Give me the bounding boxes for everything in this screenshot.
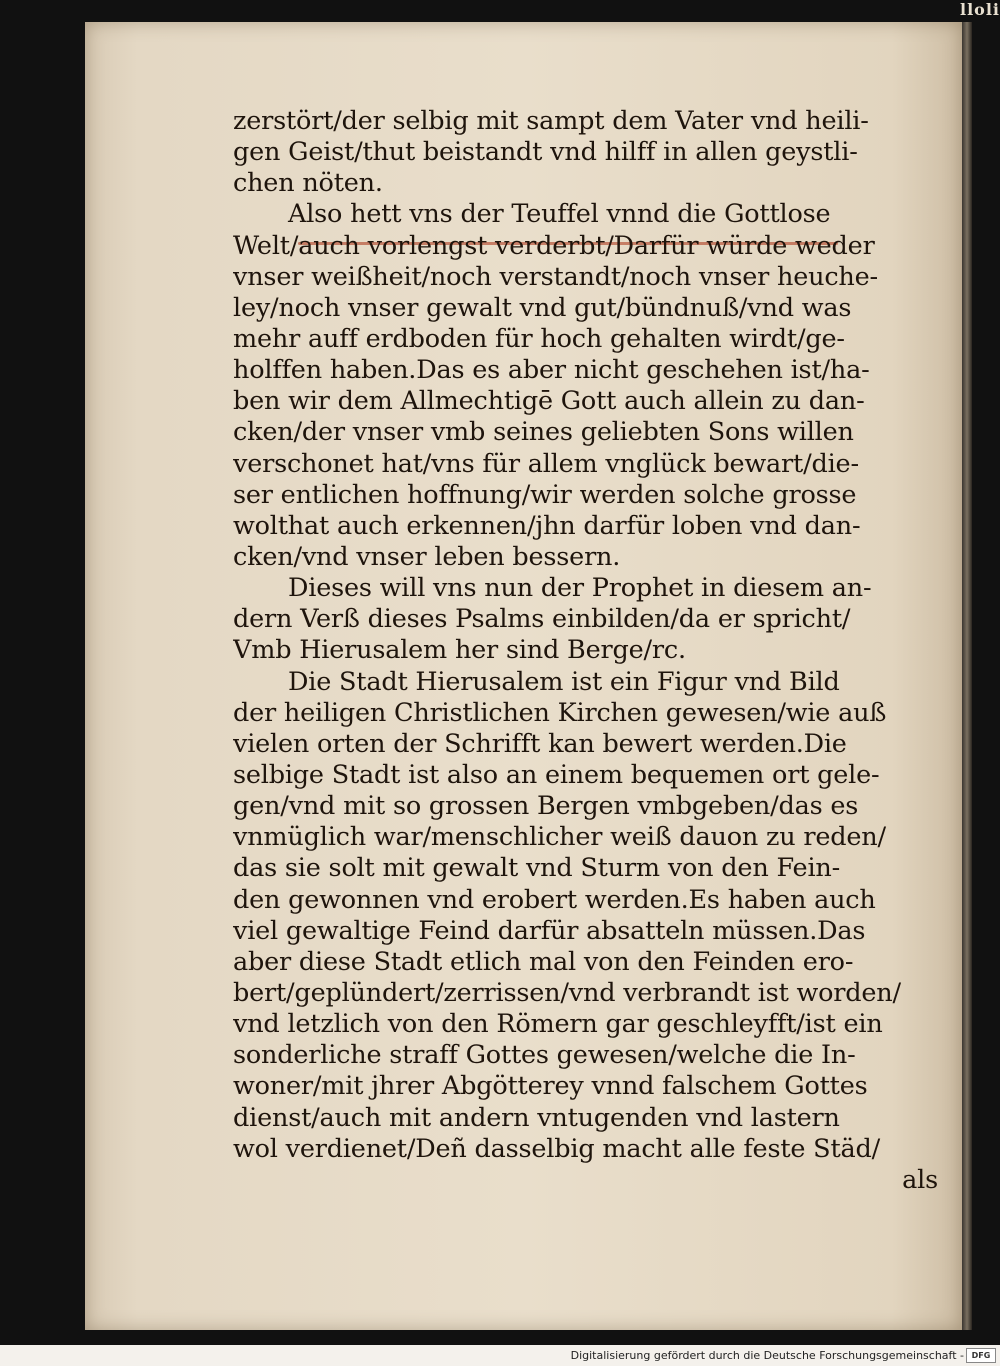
text-line: mehr auff erdboden für hoch gehalten wirdt/ge-: [233, 323, 845, 354]
paragraph-start-line: Dieses will vns nun der Prophet in diesem an-: [288, 573, 872, 604]
text-line: wolthat auch erkennen/jhn darfür loben vnd dan-: [233, 510, 861, 541]
text-line: verschonet hat/vns für allem vnglück bewart/die-: [233, 448, 859, 479]
page-edge: [962, 22, 972, 1330]
text-line: das sie solt mit gewalt vnd Sturm von den Fein-: [233, 853, 841, 884]
text-line: gen Geist/thut beistandt vnd hilff in allen geystli-: [233, 137, 858, 168]
text-line: cken/der vnser vmb seines geliebten Sons willen: [233, 417, 854, 448]
text-line: vielen orten der Schrifft kan bewert werden.Die: [233, 728, 847, 759]
text-line: ben wir dem Allmechtigē Gott auch allein zu dan-: [233, 386, 865, 417]
text-line: viel gewaltige Feind darfür absatteln müssen.Das: [233, 915, 866, 946]
text-line: selbige Stadt ist also an einem bequemen ort gele-: [233, 759, 880, 790]
text-line: holffen haben.Das es aber nicht geschehen ist/ha-: [233, 355, 870, 386]
text-line: vnmüglich war/menschlicher weiß dauon zu reden/: [233, 822, 886, 853]
text-line: vnd letzlich von den Römern gar geschleyfft/ist ein: [233, 1009, 883, 1040]
text-line: dern Verß dieses Psalms einbilden/da er spricht/: [233, 604, 851, 635]
paragraph-start-line: Die Stadt Hierusalem ist ein Figur vnd Bild: [288, 666, 840, 697]
dfg-logo-icon: DFG: [966, 1348, 996, 1363]
text-line: Welt/auch vorlengst verderbt/Darfür würde weder: [233, 230, 875, 261]
text-line: dienst/auch mit andern vntugenden vnd lastern: [233, 1102, 840, 1133]
paragraph-start-line: Also hett vns der Teuffel vnnd die Gottlose: [288, 199, 831, 230]
page-text: [233, 106, 948, 1196]
text-line: ley/noch vnser gewalt vnd gut/bündnuß/vnd was: [233, 292, 852, 323]
text-line: gen/vnd mit so grossen Bergen vmbgeben/das es: [233, 791, 859, 822]
text-line: woner/mit jhrer Abgötterey vnnd falschem Gottes: [233, 1071, 868, 1102]
text-line: ser entlichen hoffnung/wir werden solche grosse: [233, 479, 857, 510]
text-line: vnser weißheit/noch verstandt/noch vnser heuche-: [233, 261, 878, 292]
funding-notice: Digitalisierung gefördert durch die Deutsche Forschungsgemeinschaft -: [570, 1349, 964, 1362]
text-line: zerstört/der selbig mit sampt dem Vater vnd heili-: [233, 106, 869, 136]
footer-bar: [0, 1345, 1000, 1366]
text-line: Vmb Hierusalem her sind Berge/rc.: [233, 635, 686, 666]
folio-number: lloli: [960, 0, 1000, 19]
text-line: sonderliche straff Gottes gewesen/welche die In-: [233, 1040, 856, 1071]
text-line: der heiligen Christlichen Kirchen gewesen/wie auß: [233, 697, 887, 728]
text-line: chen nöten.: [233, 168, 383, 199]
catchword: als: [902, 1164, 938, 1195]
text-line: den gewonnen vnd erobert werden.Es haben auch: [233, 884, 876, 915]
text-line: bert/geplündert/zerrissen/vnd verbrandt ist worden/: [233, 977, 901, 1008]
text-line: wol verdienet/Deñ dasselbig macht alle feste Städ/: [233, 1133, 881, 1164]
text-line: aber diese Stadt etlich mal von den Feinden ero-: [233, 946, 854, 977]
text-line: cken/vnd vnser leben bessern.: [233, 541, 621, 572]
